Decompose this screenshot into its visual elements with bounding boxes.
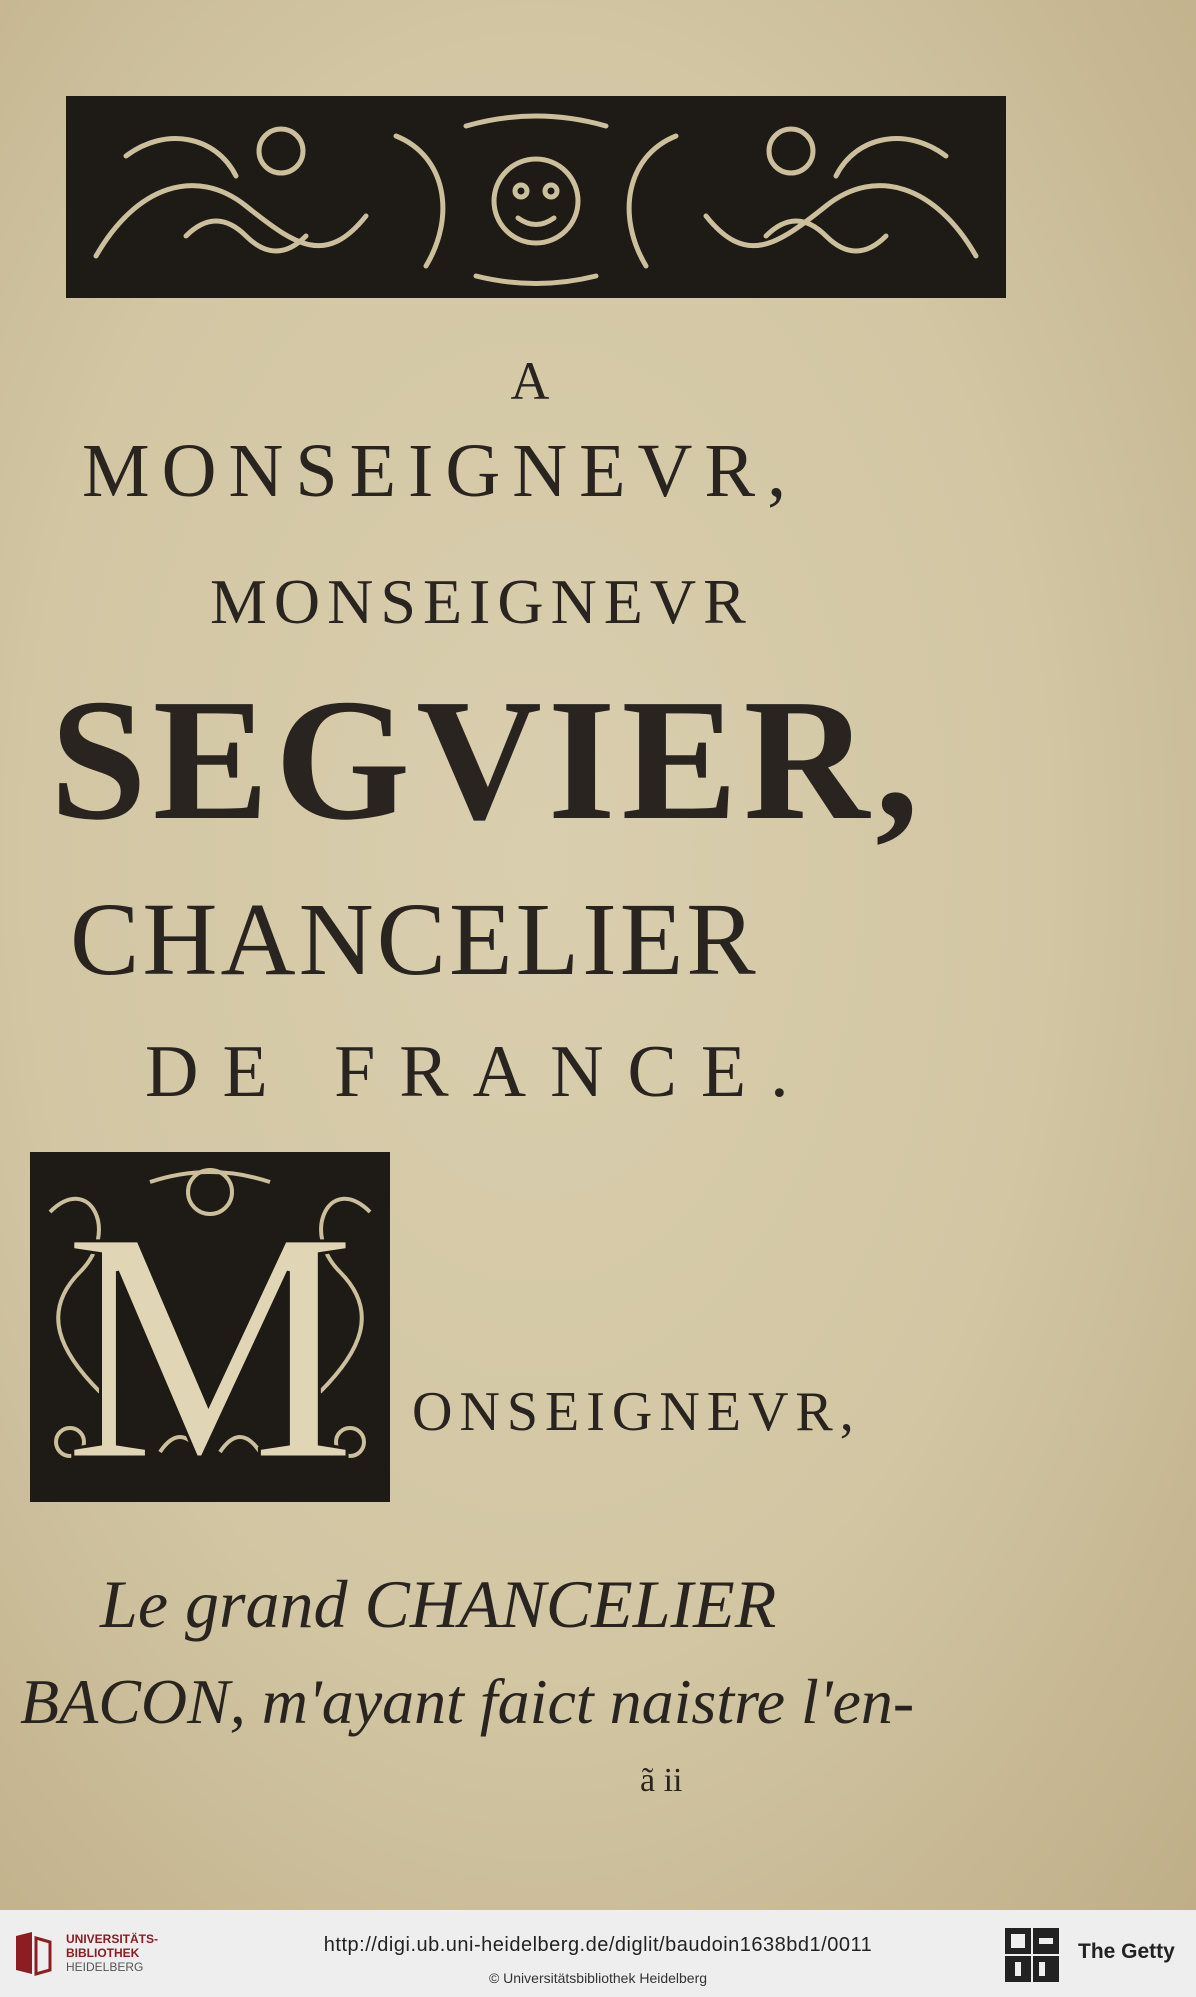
body-line-1: Le grand CHANCELIER <box>100 1566 777 1642</box>
title-line-de-france: DE FRANCE. <box>145 1031 813 1113</box>
initial-letter: M <box>63 1164 357 1502</box>
body-line-2: BACON, m'ayant faict naistre l'en- <box>20 1666 915 1737</box>
decorated-initial-icon <box>30 1152 390 1502</box>
salutation-text: ONSEIGNEVR, <box>412 1381 861 1443</box>
title-line-a: A <box>510 351 550 411</box>
library-name-line-1: UNIVERSITÄTS- <box>66 1932 159 1946</box>
library-name-line-2: BIBLIOTHEK <box>66 1946 140 1960</box>
title-line-chancelier: CHANCELIER <box>70 882 759 997</box>
permalink-url[interactable]: http://digi.ub.uni-heidelberg.de/diglit/baudoin1638bd1/0011 <box>323 1934 873 1956</box>
title-line-monseigneur-1: MONSEIGNEVR, <box>82 429 799 513</box>
getty-logo-icon[interactable] <box>1005 1928 1059 1982</box>
copyright-notice: © Universitätsbibliothek Heidelberg <box>488 1970 708 1986</box>
viewer-footer <box>0 1910 1196 1997</box>
signature-mark: ã ii <box>640 1762 683 1799</box>
title-line-seguier: SEGVIER, <box>50 663 925 856</box>
partner-name: The Getty <box>1078 1940 1175 1963</box>
ornamental-headpiece-icon <box>66 96 1006 298</box>
title-line-monseigneur-2: MONSEIGNEVR <box>210 566 753 637</box>
library-name-line-3: HEIDELBERG <box>66 1960 144 1974</box>
